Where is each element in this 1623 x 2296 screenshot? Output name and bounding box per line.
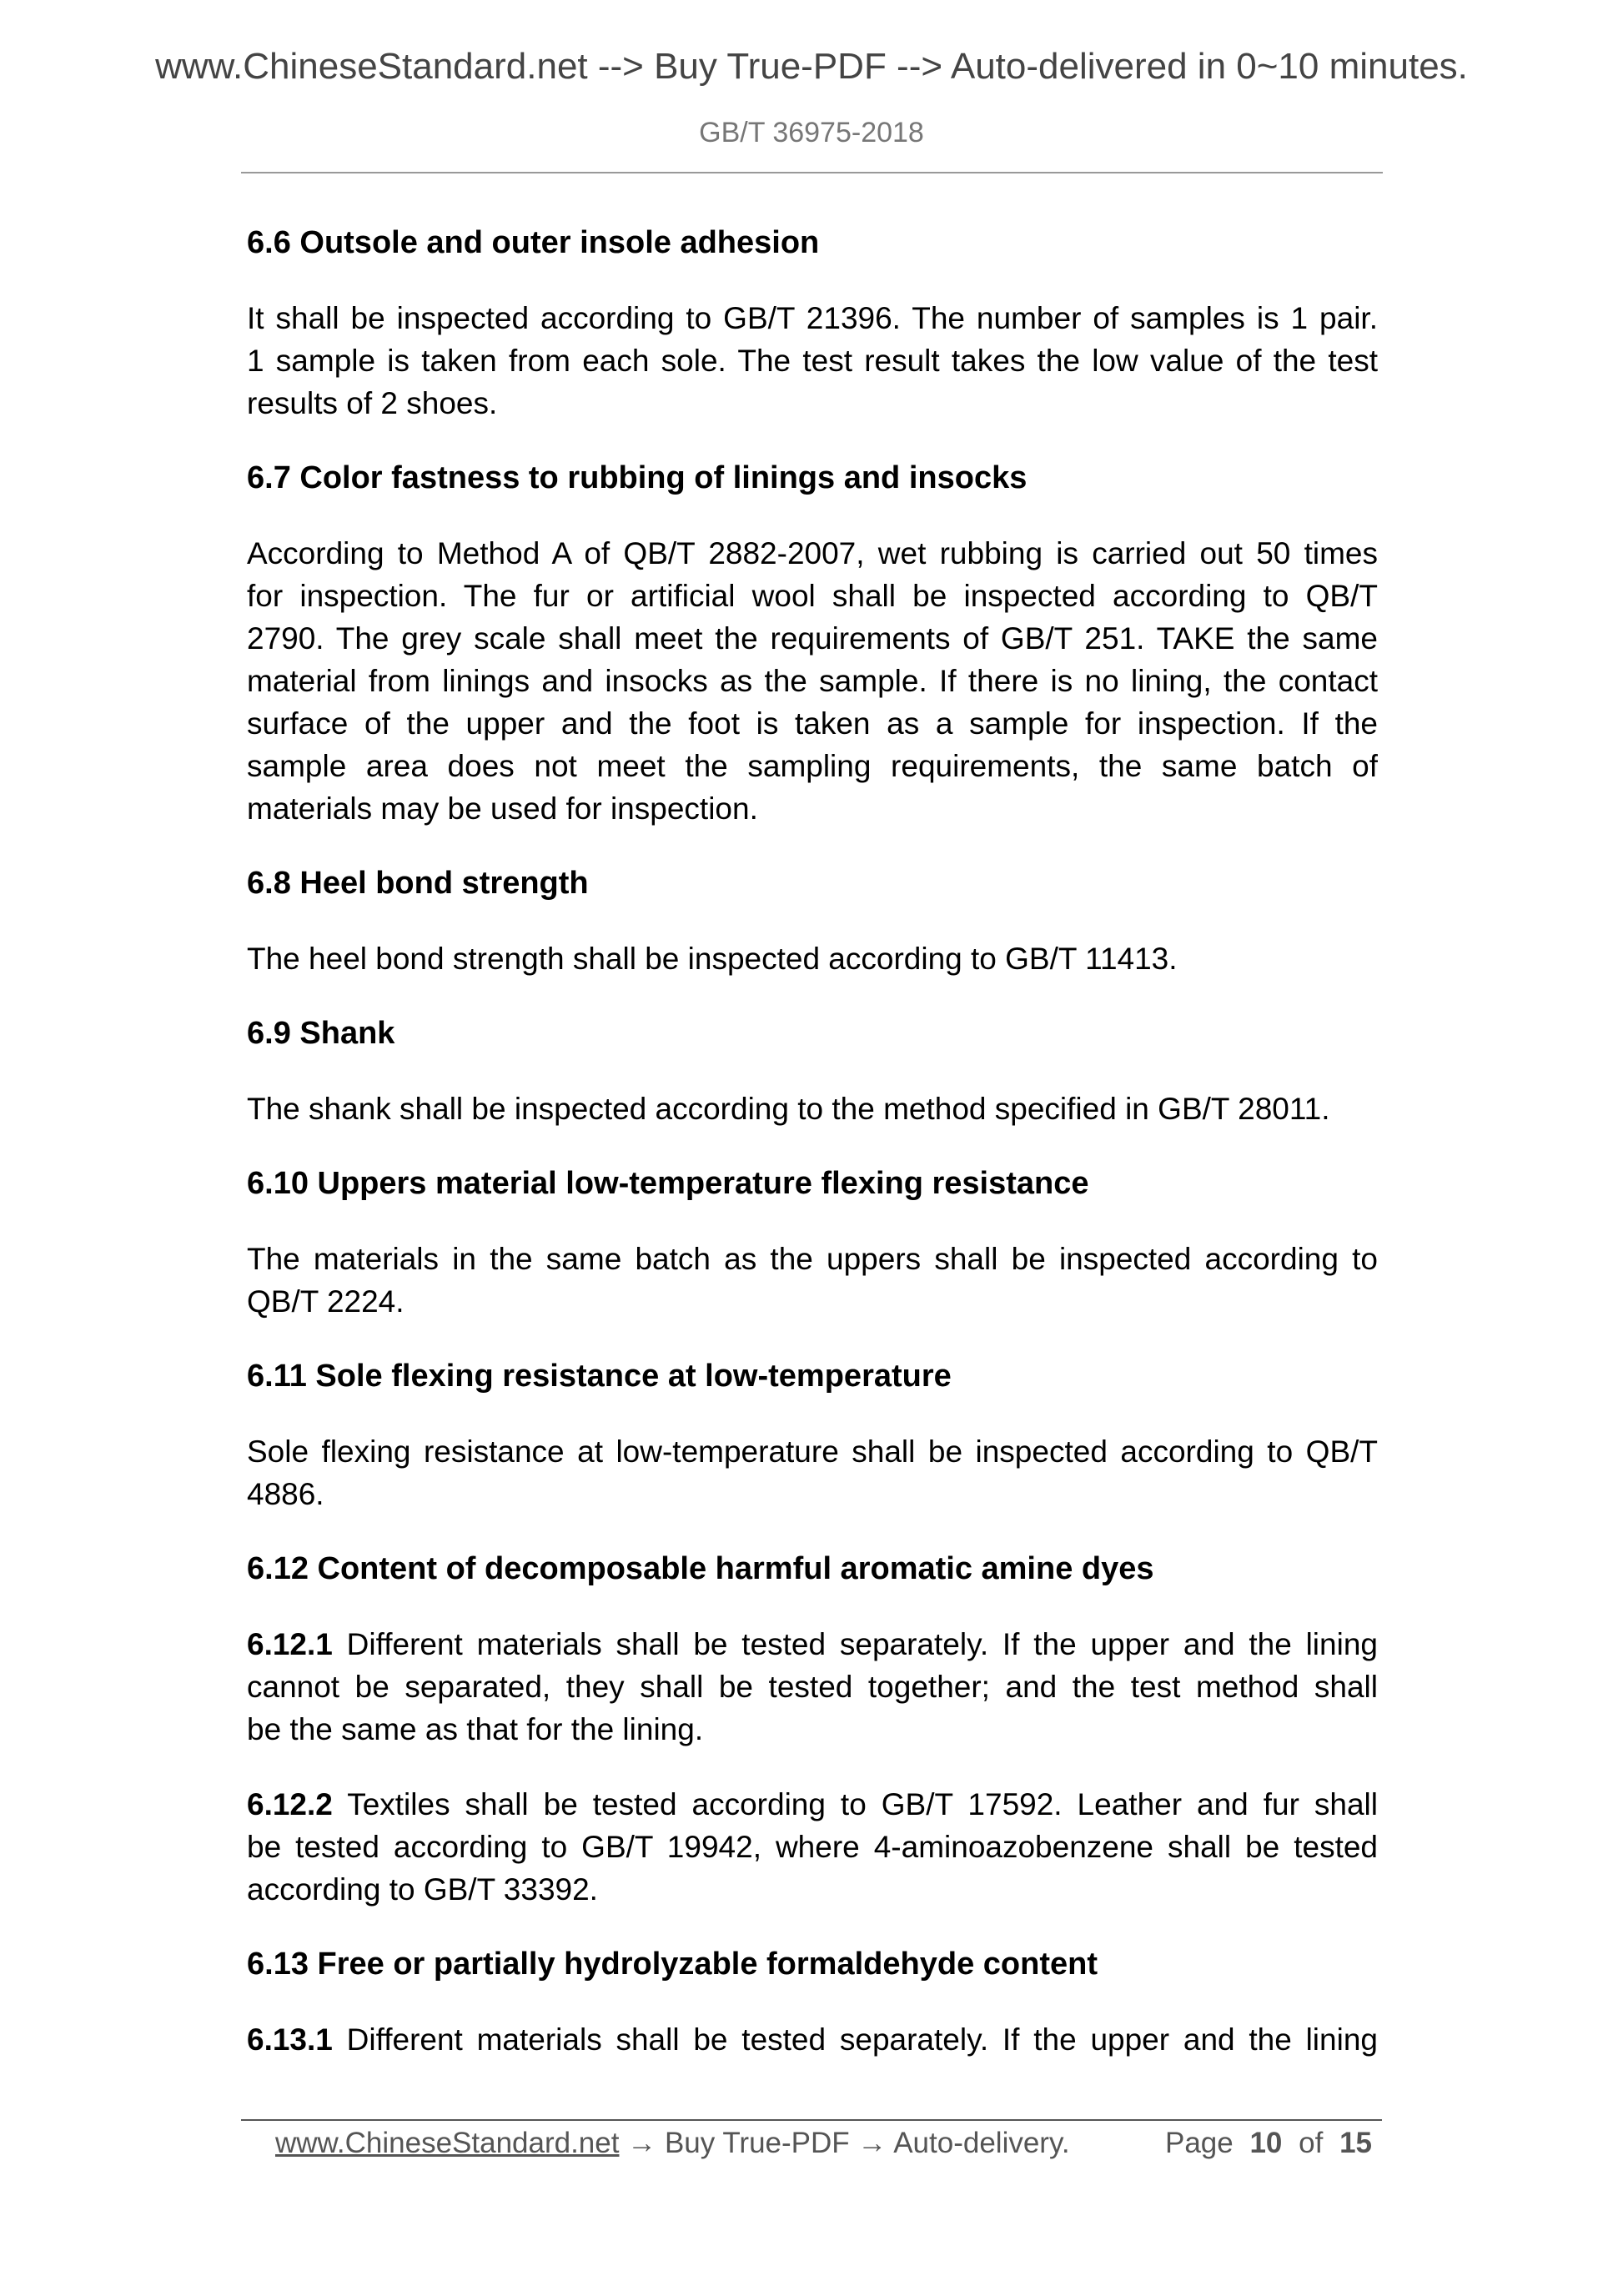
section	[247, 1548, 1378, 1911]
section	[247, 862, 1378, 980]
line-text: materials may be used for inspection.	[247, 791, 758, 826]
page-footer	[275, 2124, 1372, 2162]
line-text: be the same as that for the lining.	[247, 1712, 704, 1746]
line-text: According to Method A of QB/T 2882-2007, wet rubbing is carried out 50 times	[247, 536, 1378, 570]
page-total: 15	[1339, 2127, 1372, 2159]
line-text: Textiles shall be tested according to GB/T 17592. Leather and fur shall	[347, 1787, 1378, 1821]
line-text: material from linings and insocks as the sample. If there is no lining, the contact	[247, 664, 1378, 698]
text-line	[247, 617, 1378, 660]
line-text: sample area does not meet the sampling requirements, the same batch of	[247, 749, 1378, 783]
paragraph	[247, 532, 1378, 830]
text-line	[247, 1473, 1378, 1515]
footer-promo	[275, 2124, 1070, 2162]
paragraph	[247, 1783, 1378, 1911]
arrow-right-icon: →	[857, 2127, 887, 2159]
text-line	[247, 1665, 1378, 1708]
line-text: cannot be separated, they shall be tested together; and the test method shall	[247, 1670, 1378, 1704]
page-of-label: of	[1299, 2127, 1324, 2159]
clause-number: 6.13.1	[247, 2022, 333, 2057]
text-line	[247, 575, 1378, 617]
text-line	[247, 745, 1378, 787]
text-line	[247, 382, 1378, 425]
section-heading: 6.11 Sole flexing resistance at low-temperature	[247, 1359, 952, 1394]
page-number	[1165, 2124, 1372, 2162]
text-line	[247, 339, 1378, 382]
document-body	[247, 222, 1378, 2093]
line-text: be tested according to GB/T 19942, where 4-aminoazobenzene shall be tested	[247, 1830, 1378, 1864]
footer-step-delivery: Auto-delivery.	[893, 2127, 1070, 2159]
section	[247, 222, 1378, 425]
text-line	[247, 660, 1378, 702]
text-line	[247, 1088, 1378, 1130]
text-line	[247, 1708, 1378, 1751]
section	[247, 1943, 1378, 2061]
page-label: Page	[1164, 2127, 1234, 2159]
paragraph	[247, 297, 1378, 425]
text-line	[247, 297, 1378, 339]
header-divider	[241, 172, 1383, 173]
line-text: QB/T 2224.	[247, 1284, 404, 1319]
text-line	[247, 1783, 1378, 1826]
line-text: 4886.	[247, 1477, 324, 1511]
clause-number: 6.12.1	[247, 1627, 333, 1661]
section	[247, 457, 1378, 830]
line-text: for inspection. The fur or artificial wool shall be inspected according to QB/T	[247, 579, 1378, 613]
line-text: The materials in the same batch as the uppers shall be inspected according to	[247, 1242, 1378, 1276]
section-heading: 6.8 Heel bond strength	[247, 866, 589, 901]
line-text: results of 2 shoes.	[247, 386, 498, 420]
paragraph	[247, 1623, 1378, 1751]
line-text: It shall be inspected according to GB/T 21396. The number of samples is 1 pair.	[247, 301, 1378, 335]
line-text: 2790. The grey scale shall meet the requirements of GB/T 251. TAKE the same	[247, 621, 1378, 656]
arrow-right-icon: →	[627, 2127, 657, 2159]
line-text: surface of the upper and the foot is taken as a sample for inspection. If the	[247, 706, 1378, 741]
line-text: The heel bond strength shall be inspected according to GB/T 11413.	[247, 942, 1178, 976]
text-line	[247, 1430, 1378, 1473]
line-text: according to GB/T 33392.	[247, 1872, 598, 1907]
text-line	[247, 1280, 1378, 1323]
text-line	[247, 702, 1378, 745]
line-text: 1 sample is taken from each sole. The test result takes the low value of the test	[247, 344, 1378, 378]
text-line	[247, 787, 1378, 830]
text-line	[247, 1826, 1378, 1868]
paragraph	[247, 1238, 1378, 1323]
footer-divider	[241, 2119, 1382, 2121]
section	[247, 1163, 1378, 1323]
paragraph	[247, 2018, 1378, 2061]
site-link[interactable]: www.ChineseStandard.net	[275, 2127, 620, 2159]
line-text: The shank shall be inspected according to the method specified in GB/T 28011.	[247, 1092, 1330, 1126]
line-text: Sole flexing resistance at low-temperature shall be inspected according to QB/T	[247, 1434, 1378, 1469]
page-current: 10	[1249, 2127, 1283, 2159]
footer-step-buy: Buy True-PDF	[664, 2127, 850, 2159]
section	[247, 1012, 1378, 1130]
text-line	[247, 1623, 1378, 1665]
text-line	[247, 937, 1378, 980]
section-heading: 6.12 Content of decomposable harmful aromatic amine dyes	[247, 1551, 1154, 1586]
text-line	[247, 1868, 1378, 1911]
line-text: Different materials shall be tested separately. If the upper and the lining	[346, 1627, 1378, 1661]
clause-number: 6.12.2	[247, 1787, 333, 1821]
paragraph	[247, 1430, 1378, 1515]
line-text: Different materials shall be tested separately. If the upper and the lining	[346, 2022, 1378, 2057]
section-heading: 6.6 Outsole and outer insole adhesion	[247, 225, 820, 260]
paragraph	[247, 1088, 1378, 1130]
standard-number: GB/T 36975-2018	[699, 117, 924, 148]
section	[247, 1355, 1378, 1515]
section-heading: 6.9 Shank	[247, 1016, 395, 1051]
text-line	[247, 2018, 1378, 2061]
section-heading: 6.13 Free or partially hydrolyzable formaldehyde content	[247, 1947, 1098, 1982]
paragraph	[247, 937, 1378, 980]
text-line	[247, 532, 1378, 575]
text-line	[247, 1238, 1378, 1280]
section-heading: 6.10 Uppers material low-temperature flexing resistance	[247, 1166, 1089, 1201]
header-promo-banner: www.ChineseStandard.net --> Buy True-PDF --> Auto-delivered in 0~10 minutes.	[155, 46, 1468, 87]
section-heading: 6.7 Color fastness to rubbing of linings and insocks	[247, 460, 1028, 495]
